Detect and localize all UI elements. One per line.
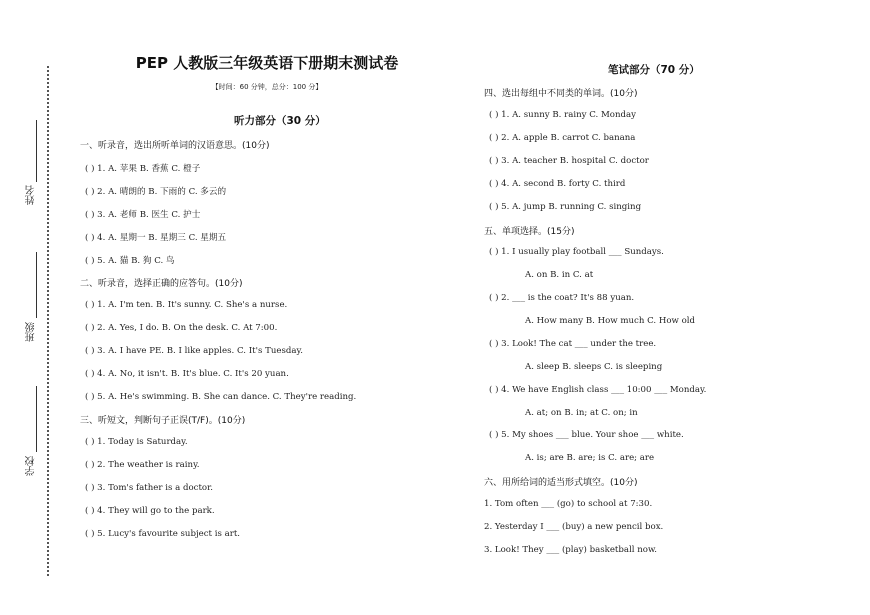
question-item: ( ) 5. A. jump B. running C. singing bbox=[489, 202, 642, 212]
section-5-title: 五、单项选择。(15分) bbox=[484, 227, 575, 237]
question-item: ( ) 1. Today is Saturday. bbox=[85, 437, 188, 447]
school-field bbox=[24, 456, 44, 476]
school-blank-line[interactable] bbox=[36, 386, 37, 452]
question-options: A. sleep B. sleeps C. is sleeping bbox=[525, 362, 663, 372]
question-item: ( ) 1. A. I'm ten. B. It's sunny. C. She's a nurse. bbox=[85, 300, 288, 310]
question-item: ( ) 4. We have English class ___ 10:00 ___ Monday. bbox=[489, 385, 707, 395]
class-label: 班级 bbox=[26, 322, 37, 342]
question-item: ( ) 3. A. I have PE. B. I like apples. C. It's Tuesday. bbox=[85, 346, 303, 356]
writing-heading: 笔试部分（70 分） bbox=[608, 64, 700, 76]
question-item: ( ) 3. A. teacher B. hospital C. doctor bbox=[489, 156, 649, 166]
binding-dotted-line bbox=[47, 66, 49, 576]
section-2-title: 二、听录音，选择正确的应答句。(10分) bbox=[80, 279, 243, 289]
question-item: ( ) 5. A. 猫 B. 狗 C. 鸟 bbox=[85, 256, 175, 266]
question-options: A. on B. in C. at bbox=[525, 270, 594, 280]
question-item: ( ) 5. My shoes ___ blue. Your shoe ___ white. bbox=[489, 430, 684, 440]
class-field bbox=[24, 322, 44, 342]
name-field bbox=[24, 185, 44, 205]
class-blank-line[interactable] bbox=[36, 252, 37, 318]
question-item: ( ) 1. A. sunny B. rainy C. Monday bbox=[489, 110, 636, 120]
name-blank-line[interactable] bbox=[36, 120, 37, 182]
question-item: ( ) 3. Tom's father is a doctor. bbox=[85, 483, 213, 493]
page-title: PEP 人教版三年级英语下册期末测试卷 bbox=[135, 54, 399, 72]
school-label: 学校 bbox=[26, 456, 37, 476]
question-options: A. at; on B. in; at C. on; in bbox=[525, 408, 638, 418]
question-options: A. How many B. How much C. How old bbox=[525, 316, 696, 326]
question-item: 1. Tom often ___ (go) to school at 7:30. bbox=[484, 499, 653, 509]
question-item: ( ) 2. A. Yes, I do. B. On the desk. C. At 7:00. bbox=[85, 323, 278, 333]
section-4-title: 四、选出每组中不同类的单词。(10分) bbox=[484, 89, 638, 99]
question-item: ( ) 3. A. 老师 B. 医生 C. 护士 bbox=[85, 210, 201, 220]
question-item: ( ) 2. The weather is rainy. bbox=[85, 460, 200, 470]
question-item: ( ) 4. They will go to the park. bbox=[85, 506, 215, 516]
question-item: ( ) 4. A. No, it isn't. B. It's blue. C. It's 20 yuan. bbox=[85, 369, 289, 379]
question-item: ( ) 2. A. apple B. carrot C. banana bbox=[489, 133, 636, 143]
section-3-title: 三、听短文，判断句子正误(T/F)。(10分) bbox=[80, 416, 246, 426]
question-item: ( ) 5. A. He's swimming. B. She can dance. C. They're reading. bbox=[85, 392, 357, 402]
section-1-title: 一、听录音，选出所听单词的汉语意思。(10分) bbox=[80, 141, 270, 151]
question-item: ( ) 2. ___ is the coat? It's 88 yuan. bbox=[489, 293, 635, 303]
question-item: ( ) 5. Lucy's favourite subject is art. bbox=[85, 529, 241, 539]
name-label: 姓名 bbox=[26, 185, 37, 205]
listening-heading: 听力部分（30 分） bbox=[234, 115, 326, 127]
question-item: ( ) 2. A. 晴朗的 B. 下雨的 C. 多云的 bbox=[85, 187, 227, 197]
question-item: ( ) 4. A. 星期一 B. 星期三 C. 星期五 bbox=[85, 233, 227, 243]
section-6-title: 六、用所给词的适当形式填空。(10分) bbox=[484, 478, 638, 488]
exam-info: 【时间：60 分钟，总分：100 分】 bbox=[211, 83, 323, 91]
question-item: ( ) 3. Look! The cat ___ under the tree. bbox=[489, 339, 657, 349]
question-options: A. is; are B. are; is C. are; are bbox=[525, 453, 655, 463]
question-item: ( ) 4. A. second B. forty C. third bbox=[489, 179, 626, 189]
question-item: ( ) 1. A. 苹果 B. 香蕉 C. 橙子 bbox=[85, 164, 201, 174]
question-item: 2. Yesterday I ___ (buy) a new pencil box. bbox=[484, 522, 664, 532]
question-item: ( ) 1. I usually play football ___ Sundays. bbox=[489, 247, 664, 257]
question-item: 3. Look! They ___ (play) basketball now. bbox=[484, 545, 658, 555]
